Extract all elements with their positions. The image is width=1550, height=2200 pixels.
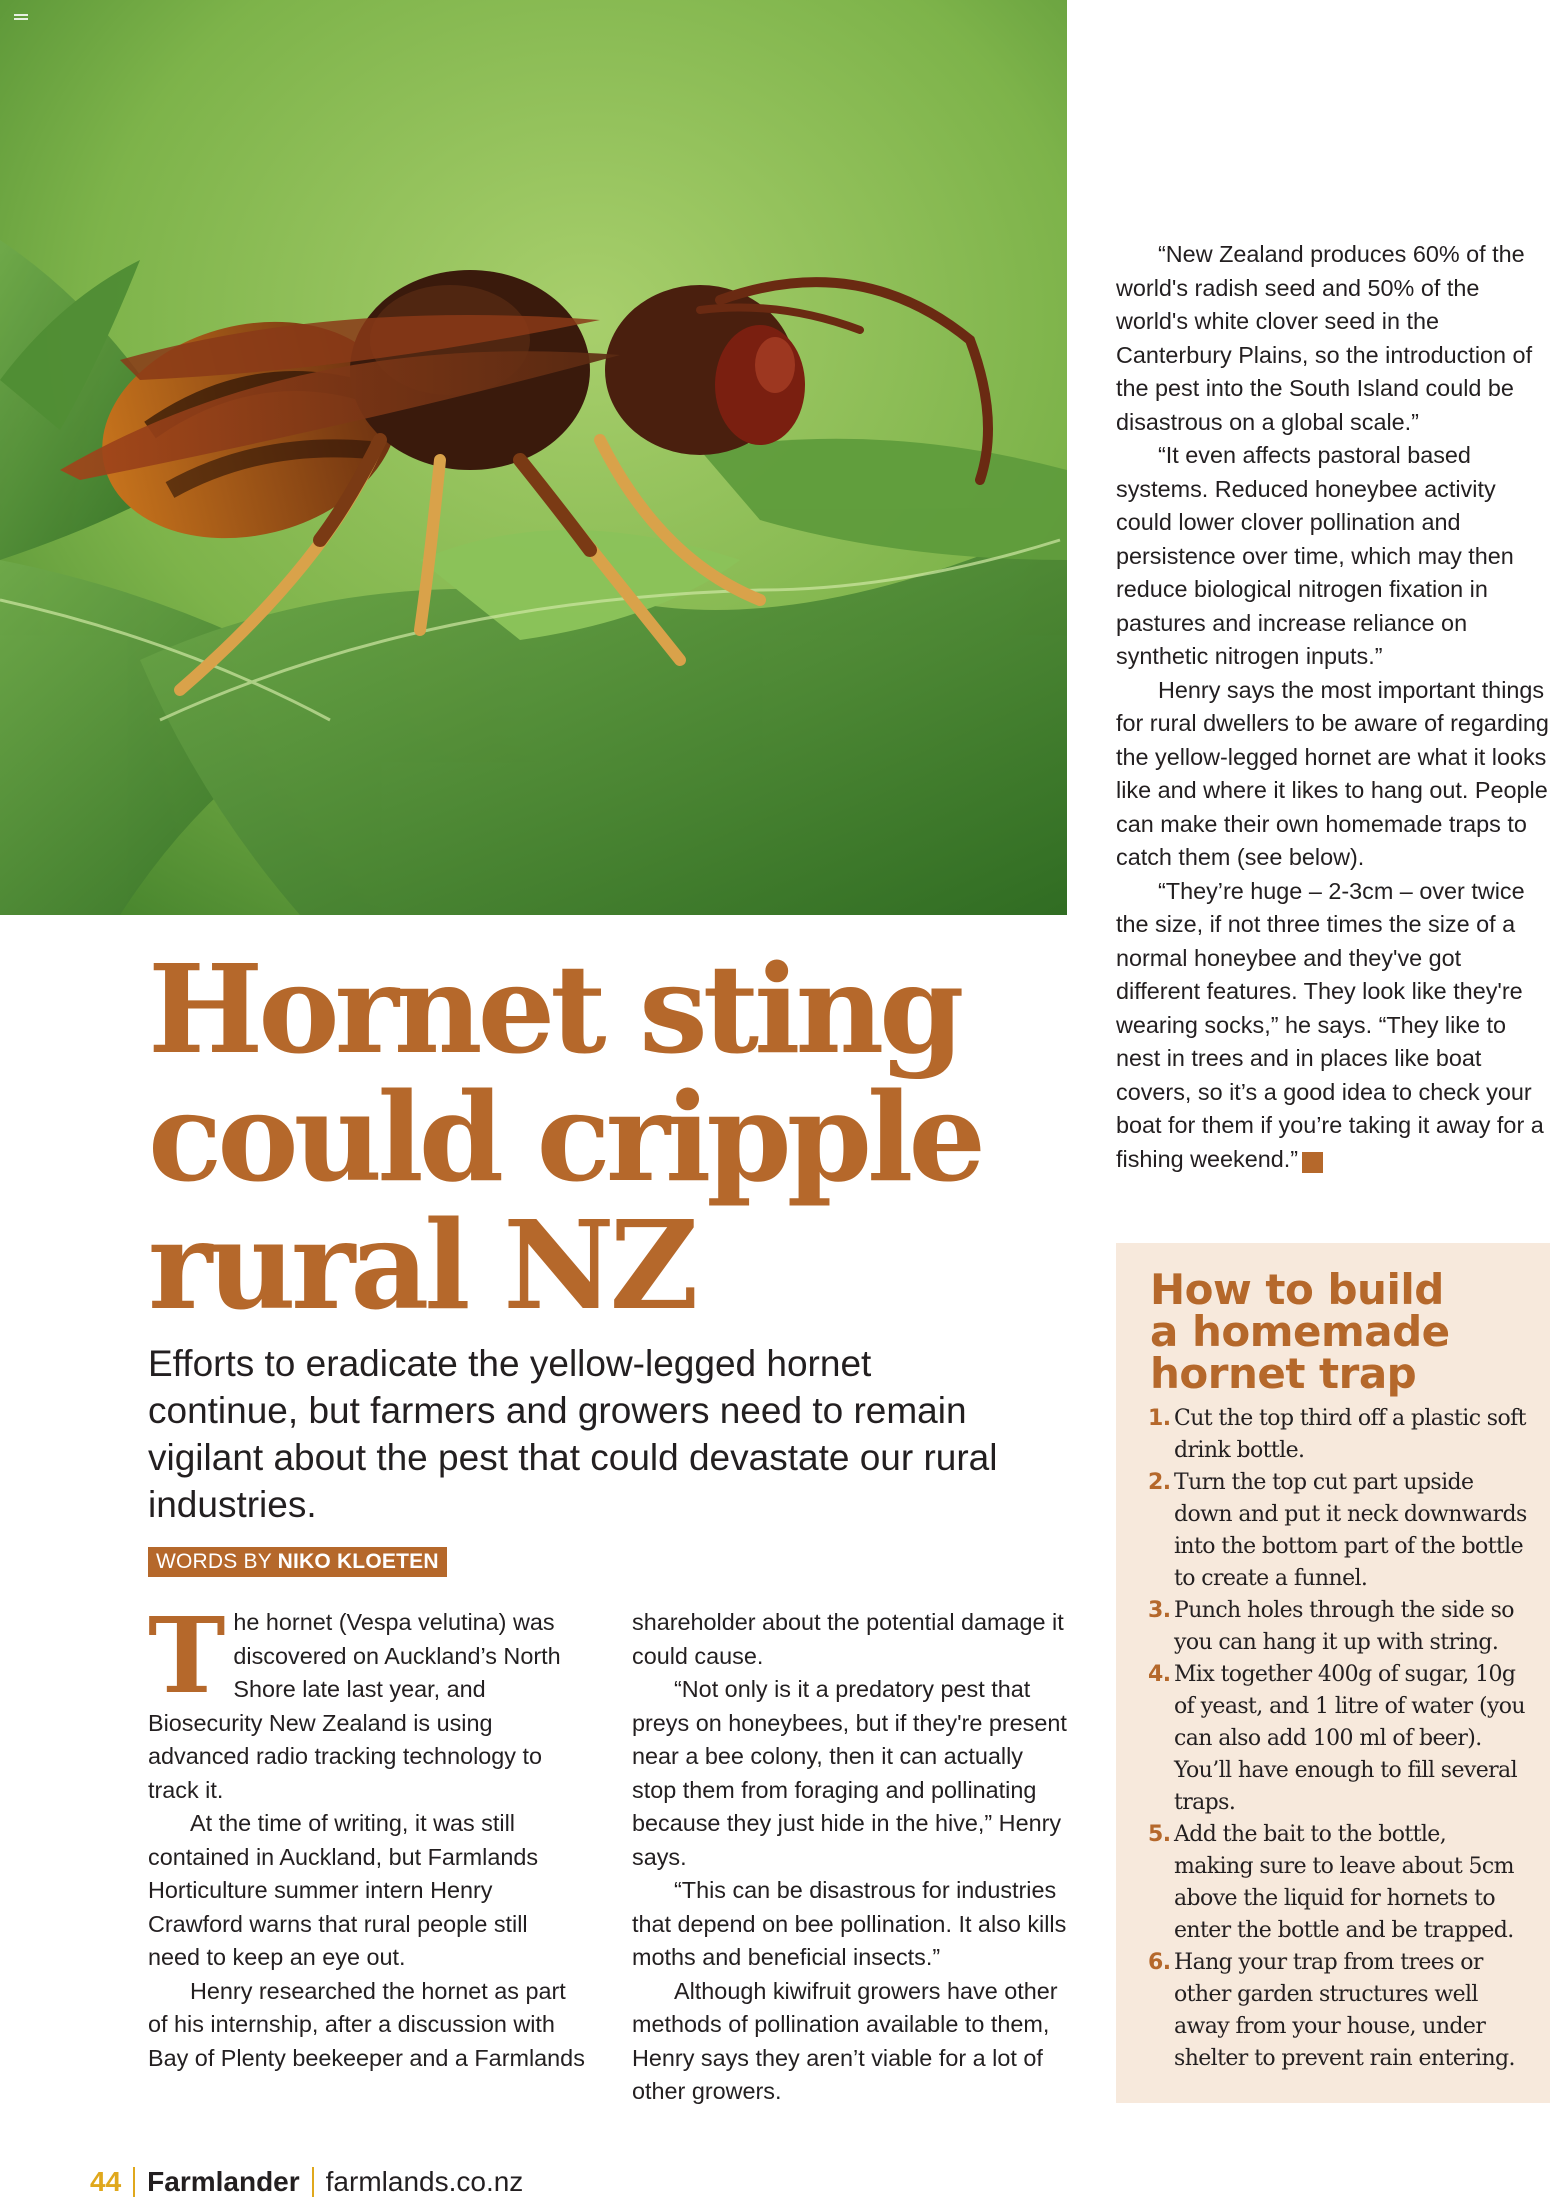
step-number: 2. <box>1148 1470 1171 1495</box>
paragraph <box>1116 875 1550 1177</box>
headline-line-2: could cripple <box>148 1065 981 1209</box>
paragraph: “Not only is it a predatory pest that preys on honeybees, but if they're present near a bee colony, then it can actually stop them from foraging and pollinating because they just hide in the hive,” Henry says. <box>632 1676 1067 1870</box>
headline <box>148 937 1068 1337</box>
paragraph: “This can be disastrous for industries that depend on bee pollination. It also kills moths and beneficial insects.” <box>632 1877 1067 1970</box>
menu-icon[interactable] <box>14 14 28 26</box>
paragraph-text: “They’re huge – 2-3cm – over twice the size, if not three times the size of a normal honeybee and they've got different features. They look like they're wearing socks,” he says. “They like to nest in trees and in places like boat covers, so it’s a good idea to check your boat for them if you’re taking it away for a fishing weekend.” <box>1116 877 1544 1172</box>
step-text: Turn the top cut part upside down and put it neck downwards into the bottom part of the bottle to create a funnel. <box>1174 1470 1527 1591</box>
paragraph: Although kiwifruit growers have other methods of pollination available to them, Henry says they aren’t viable for a lot of other growers. <box>632 1977 1058 2104</box>
steps-list <box>1150 1403 1530 2075</box>
step-item <box>1150 1403 1530 1467</box>
paragraph: shareholder about the potential damage it could cause. <box>632 1609 1064 1669</box>
step-item <box>1150 1819 1530 1947</box>
paragraph: Henry researched the hornet as part of his internship, after a discussion with Bay of Plenty beekeeper and a Farmlands <box>148 1977 585 2071</box>
standfirst: Efforts to eradicate the yellow-legged hornet continue, but farmers and growers need to remain vigilant about the pest that could devastate our rural industries. <box>148 1343 998 1525</box>
step-text: Punch holes through the side so you can hang it up with string. <box>1174 1598 1514 1655</box>
step-item <box>1150 1595 1530 1659</box>
page-number: 44 <box>90 2166 122 2197</box>
paragraph: Henry says the most important things for rural dwellers to be aware of regarding the yellow-legged hornet are what it looks like and where it likes to hang out. People can make their own homemade traps to catch them (see below). <box>1116 676 1549 870</box>
byline <box>148 1547 447 1577</box>
byline-author: NIKO KLOETEN <box>277 1550 439 1573</box>
step-text: Hang your trap from trees or other garden structures well away from your house, under shelter to prevent rain entering. <box>1174 1950 1515 2071</box>
sidebar-title-line: How to build <box>1150 1265 1444 1314</box>
sidebar-title-line: hornet trap <box>1150 1349 1417 1398</box>
footer-divider <box>312 2167 314 2197</box>
step-text: Cut the top third off a plastic soft drink bottle. <box>1174 1406 1526 1463</box>
step-item <box>1150 1947 1530 2075</box>
step-item <box>1150 1467 1530 1595</box>
trap-sidebar <box>1116 1243 1550 2103</box>
step-number: 4. <box>1148 1662 1171 1687</box>
website-link[interactable]: farmlands.co.nz <box>325 2166 524 2197</box>
step-number: 6. <box>1148 1950 1171 1975</box>
paragraph: At the time of writing, it was still contained in Auckland, but Farmlands Horticulture summer intern Henry Crawford warns that rural people still need to keep an eye out. <box>148 1810 539 1970</box>
hero-photo <box>0 0 1067 915</box>
page-footer <box>90 2164 523 2200</box>
byline-prefix: WORDS BY <box>156 1550 272 1573</box>
paragraph-text: he hornet (Vespa velutina) was discovered on Auckland’s North Shore late last year, and Biosecurity New Zealand is using advanced radio tracking technology to track it. <box>148 1609 561 1803</box>
step-number: 1. <box>1148 1406 1171 1431</box>
hornet-illustration <box>0 0 1067 915</box>
body-column-2 <box>632 1606 1072 2109</box>
footer-divider <box>133 2167 135 2197</box>
body-column-3 <box>1116 238 1550 1176</box>
step-item <box>1150 1659 1530 1819</box>
headline-line-1: Hornet sting <box>148 937 960 1081</box>
step-text: Mix together 400g of sugar, 10g of yeast, and 1 litre of water (you can also add 100 ml of beer). You’ll have enough to fill several traps. <box>1174 1662 1525 1815</box>
step-number: 3. <box>1148 1598 1171 1623</box>
step-text: Add the bait to the bottle, making sure to leave about 5cm above the liquid for hornets to enter the bottle and be trapped. <box>1174 1822 1514 1943</box>
paragraph <box>148 1594 586 1807</box>
headline-line-3: rural NZ <box>148 1193 694 1337</box>
paragraph: “It even affects pastoral based systems. Reduced honeybee activity could lower clover pollination and persistence over time, which may then reduce biological nitrogen fixation in pastures and increase reliance on synthetic nitrogen inputs.” <box>1116 442 1514 669</box>
magazine-name: Farmlander <box>147 2166 300 2197</box>
step-number: 5. <box>1148 1822 1171 1847</box>
end-mark-icon: F <box>1302 1152 1323 1173</box>
sidebar-title <box>1150 1265 1530 1398</box>
sidebar-title-line: a homemade <box>1150 1307 1450 1356</box>
paragraph: “New Zealand produces 60% of the world's radish seed and 50% of the world's white clover seed in the Canterbury Plains, so the introduction of the pest into the South Island could be disastrous on a global scale.” <box>1116 241 1533 435</box>
body-column-1 <box>148 1594 586 2075</box>
drop-cap: T <box>148 1594 226 1717</box>
